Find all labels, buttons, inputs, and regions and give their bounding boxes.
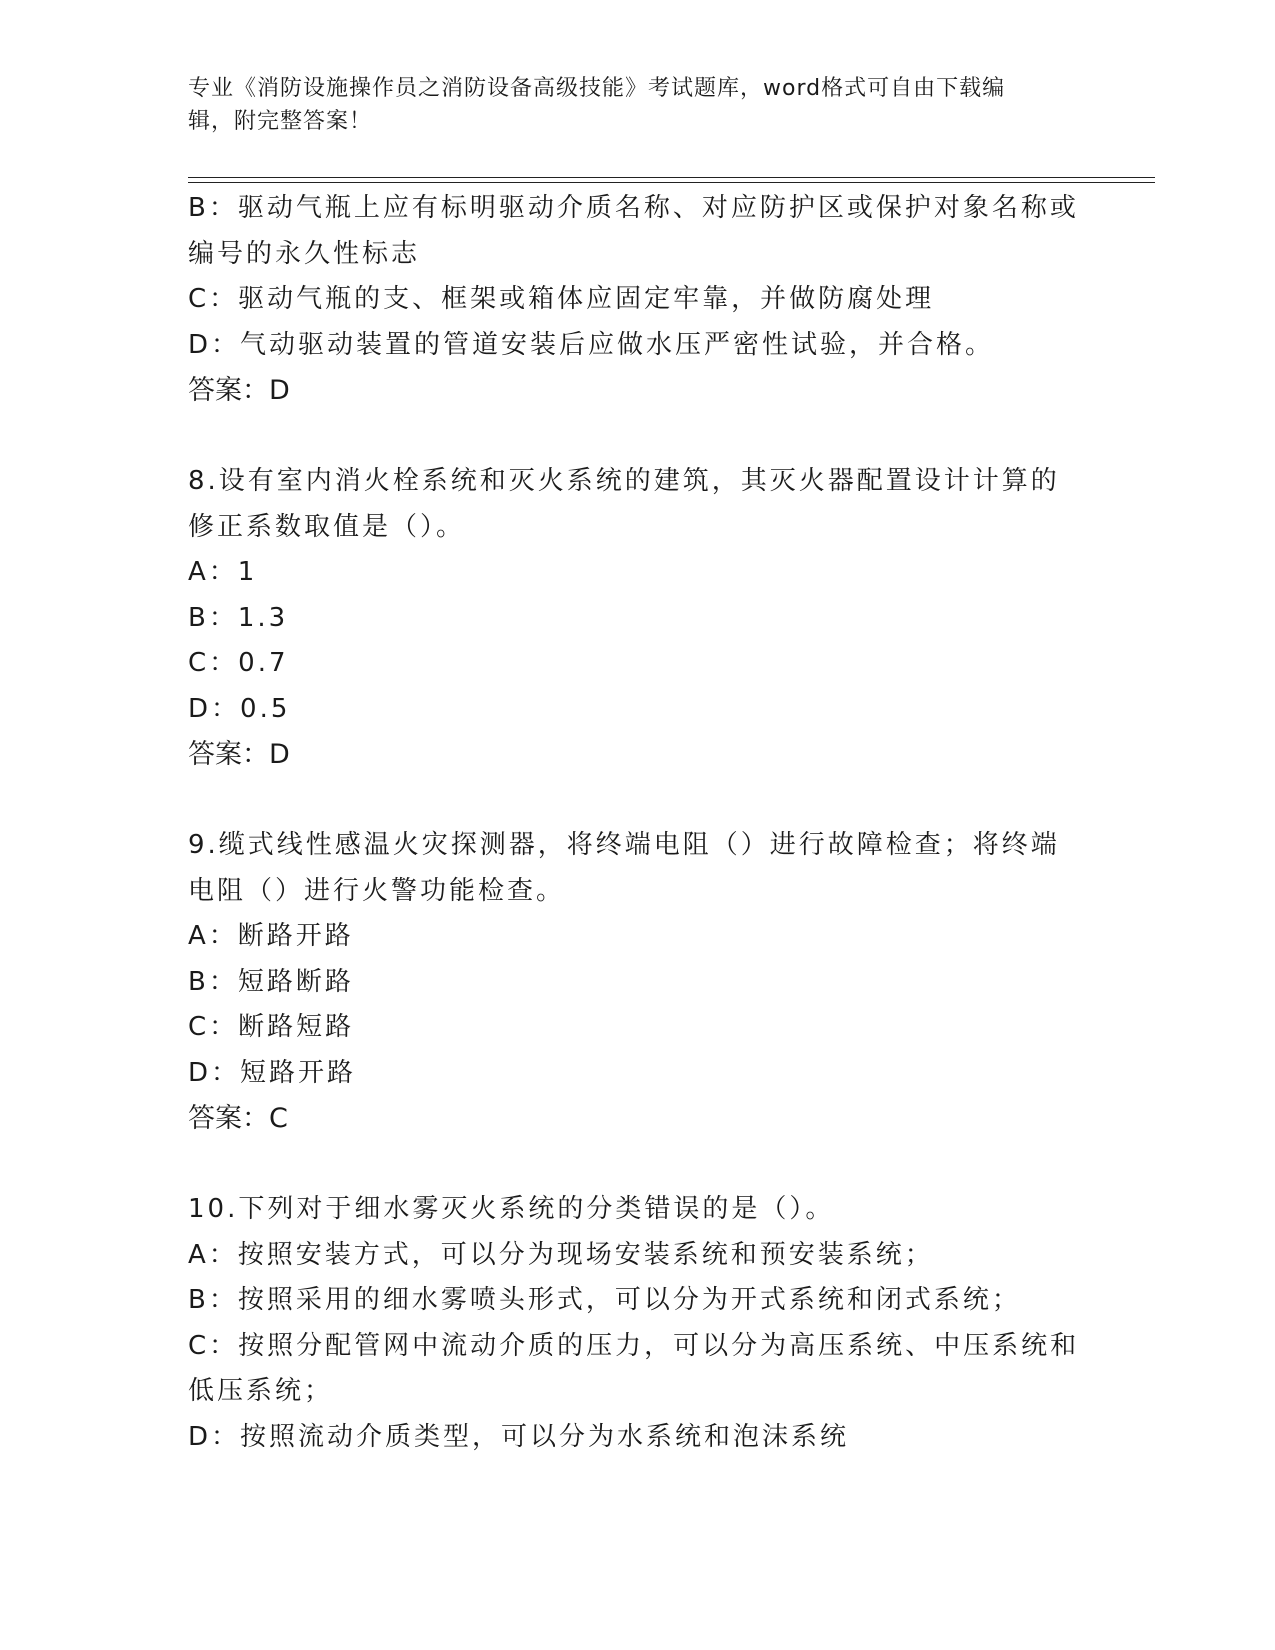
q10-option-c-line-2: 低压系统；: [188, 1376, 334, 1406]
q8-stem-line-1: 8.设有室内消火栓系统和灭火系统的建筑，其灭火器配置设计计算的: [188, 466, 1060, 496]
q7-option-b-line-2: 编号的永久性标志: [188, 238, 421, 269]
q8-option-a: A：1: [188, 557, 258, 587]
q10-option-c-line-1: C：按照分配管网中流动介质的压力，可以分为高压系统、中压系统和: [188, 1330, 1080, 1361]
q7-answer: 答案：D: [188, 375, 290, 406]
header-line-1: 专业《消防设施操作员之消防设备高级技能》考试题库，word格式可自由下载编: [188, 76, 1006, 101]
q8-option-b: B：1.3: [188, 602, 289, 633]
question-8-block: [188, 459, 1088, 778]
spacer: [188, 1142, 1088, 1188]
q10-stem: 10.下列对于细水雾灭火系统的分类错误的是（）。: [188, 1194, 835, 1224]
q8-option-d: D：0.5: [188, 693, 291, 724]
question-9-block: [188, 823, 1088, 1142]
q9-option-b: B：短路断路: [188, 966, 354, 997]
q9-stem-line-1: 9.缆式线性感温火灾探测器，将终端电阻（）进行故障检查；将终端: [188, 830, 1060, 860]
q8-stem-line-2: 修正系数取值是（）。: [188, 511, 466, 542]
q8-option-c: C：0.7: [188, 648, 289, 678]
q8-answer: 答案：D: [188, 739, 290, 770]
q7-option-c: C：驱动气瓶的支、框架或箱体应固定牢靠，并做防腐处理: [188, 284, 935, 314]
question-7-block: [188, 186, 1088, 414]
q9-option-d: D：短路开路: [188, 1057, 357, 1088]
q9-answer: 答案：C: [188, 1103, 288, 1134]
question-10-block: [188, 1187, 1088, 1460]
q10-option-d: D：按照流动介质类型，可以分为水系统和泡沫系统: [188, 1421, 850, 1452]
document-body: [188, 186, 1088, 1460]
q7-option-b-line-1: B：驱动气瓶上应有标明驱动介质名称、对应防护区或保护对象名称或: [188, 193, 1079, 223]
q10-option-a: A：按照安装方式，可以分为现场安装系统和预安装系统；: [188, 1239, 934, 1270]
q9-option-c: C：断路短路: [188, 1012, 355, 1042]
q9-option-a: A：断路开路: [188, 921, 354, 951]
header-divider-top: [188, 177, 1155, 178]
spacer: [188, 414, 1088, 460]
header-divider-bottom: [188, 182, 1155, 183]
q9-stem-line-2: 电阻（）进行火警功能检查。: [188, 875, 566, 906]
spacer: [188, 778, 1088, 824]
q10-option-b: B：按照采用的细水雾喷头形式，可以分为开式系统和闭式系统；: [188, 1285, 1021, 1315]
document-header: [188, 72, 1068, 138]
q7-option-d: D：气动驱动装置的管道安装后应做水压严密性试验，并合格。: [188, 329, 995, 360]
header-line-2: 辑，附完整答案！: [188, 109, 373, 134]
